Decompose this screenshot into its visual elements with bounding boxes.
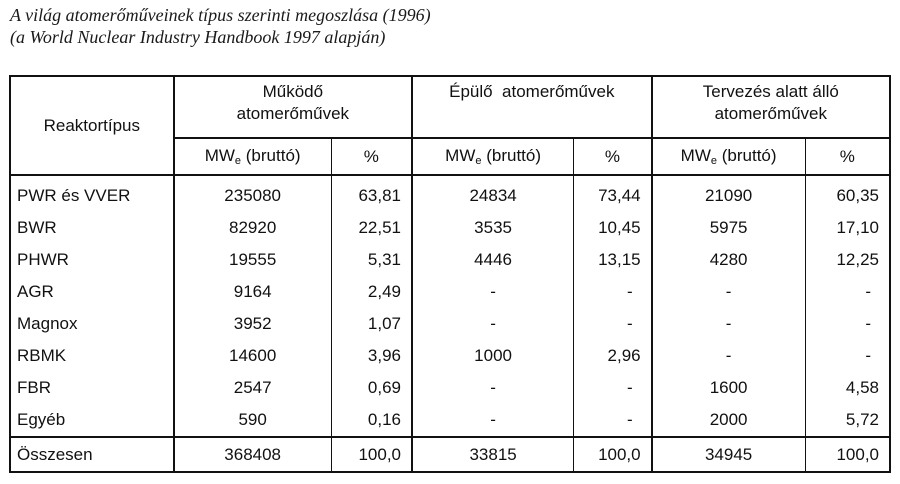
header-group-planned — [652, 76, 890, 138]
header-pl-mw: $MW_e$ (bruttó) — [652, 138, 806, 175]
row-bu-mw: 3535 — [412, 212, 574, 244]
reactor-type-table — [9, 75, 891, 473]
table-row — [10, 276, 890, 308]
row-bu-pct: 2,96 — [574, 340, 652, 372]
row-type: Egyéb — [10, 404, 174, 437]
row-pl-pct: - — [805, 276, 890, 308]
row-bu-mw: - — [412, 308, 574, 340]
row-pl-mw: 21090 — [652, 175, 806, 212]
caption-line-2: (a World Nuclear Industry Handbook 1997 alapján) — [10, 27, 386, 47]
header-op-mw: $MW_e$ (bruttó) — [174, 138, 331, 175]
row-op-pct: 3,96 — [331, 340, 412, 372]
row-pl-mw: - — [652, 276, 806, 308]
header-group-building-line1: Épülő atomerőművek — [449, 82, 615, 101]
row-pl-mw: - — [652, 340, 806, 372]
row-type: Magnox — [10, 308, 174, 340]
header-reactor-type: Reaktortípus — [10, 76, 174, 175]
row-bu-mw: - — [412, 404, 574, 437]
row-op-mw: 3952 — [174, 308, 331, 340]
table-row — [10, 308, 890, 340]
row-op-mw: 82920 — [174, 212, 331, 244]
row-op-pct: 2,49 — [331, 276, 412, 308]
row-pl-pct: 4,58 — [805, 372, 890, 404]
row-op-mw: 9164 — [174, 276, 331, 308]
total-row — [10, 437, 890, 472]
row-op-pct: 5,31 — [331, 244, 412, 276]
row-op-pct: 0,16 — [331, 404, 412, 437]
table-caption — [10, 4, 431, 48]
row-bu-pct: 13,15 — [574, 244, 652, 276]
row-op-pct: 63,81 — [331, 175, 412, 212]
row-op-pct: 1,07 — [331, 308, 412, 340]
header-op-pct: % — [331, 138, 412, 175]
total-bu-pct: 100,0 — [574, 437, 652, 472]
table-row — [10, 175, 890, 212]
row-pl-mw: 1600 — [652, 372, 806, 404]
row-pl-mw: 5975 — [652, 212, 806, 244]
header-pl-pct: % — [805, 138, 890, 175]
header-group-planned-line1: Tervezés alatt álló — [702, 82, 839, 101]
total-op-pct: 100,0 — [331, 437, 412, 472]
header-group-building — [412, 76, 652, 138]
header-group-operating — [174, 76, 412, 138]
header-group-operating-line1: Működő — [262, 82, 324, 101]
row-bu-pct: - — [574, 372, 652, 404]
row-pl-mw: 4280 — [652, 244, 806, 276]
row-bu-pct: 73,44 — [574, 175, 652, 212]
row-type: PHWR — [10, 244, 174, 276]
row-op-mw: 590 — [174, 404, 331, 437]
row-pl-pct: - — [805, 340, 890, 372]
row-pl-pct: 17,10 — [805, 212, 890, 244]
table-body — [10, 175, 890, 437]
row-op-pct: 0,69 — [331, 372, 412, 404]
row-pl-pct: 12,25 — [805, 244, 890, 276]
header-group-planned-line2: atomerőművek — [714, 104, 828, 123]
table-row — [10, 372, 890, 404]
row-pl-pct: 60,35 — [805, 175, 890, 212]
table-row — [10, 404, 890, 437]
row-bu-mw: 4446 — [412, 244, 574, 276]
total-bu-mw: 33815 — [412, 437, 574, 472]
row-type: BWR — [10, 212, 174, 244]
row-bu-mw: 1000 — [412, 340, 574, 372]
row-bu-mw: 24834 — [412, 175, 574, 212]
row-pl-mw: 2000 — [652, 404, 806, 437]
row-type: AGR — [10, 276, 174, 308]
row-bu-mw: - — [412, 372, 574, 404]
row-type: PWR és VVER — [10, 175, 174, 212]
row-bu-pct: - — [574, 308, 652, 340]
row-op-mw: 2547 — [174, 372, 331, 404]
table-row — [10, 212, 890, 244]
row-op-mw: 19555 — [174, 244, 331, 276]
row-bu-pct: 10,45 — [574, 212, 652, 244]
header-bu-mw: $MW_e$ (bruttó) — [412, 138, 574, 175]
table-row — [10, 244, 890, 276]
caption-line-1: A világ atomerőműveinek típus szerinti megoszlása (1996) — [10, 5, 431, 25]
row-op-mw: 14600 — [174, 340, 331, 372]
table-row — [10, 340, 890, 372]
row-bu-mw: - — [412, 276, 574, 308]
header-row-groups — [10, 76, 890, 138]
row-pl-mw: - — [652, 308, 806, 340]
row-op-pct: 22,51 — [331, 212, 412, 244]
row-type: FBR — [10, 372, 174, 404]
total-pl-pct: 100,0 — [805, 437, 890, 472]
total-pl-mw: 34945 — [652, 437, 806, 472]
total-op-mw: 368408 — [174, 437, 331, 472]
header-group-operating-line2: atomerőművek — [236, 104, 350, 123]
row-bu-pct: - — [574, 276, 652, 308]
header-bu-pct: % — [574, 138, 652, 175]
row-type: RBMK — [10, 340, 174, 372]
row-pl-pct: - — [805, 308, 890, 340]
total-label: Összesen — [10, 437, 174, 472]
row-pl-pct: 5,72 — [805, 404, 890, 437]
row-bu-pct: - — [574, 404, 652, 437]
row-op-mw: 235080 — [174, 175, 331, 212]
